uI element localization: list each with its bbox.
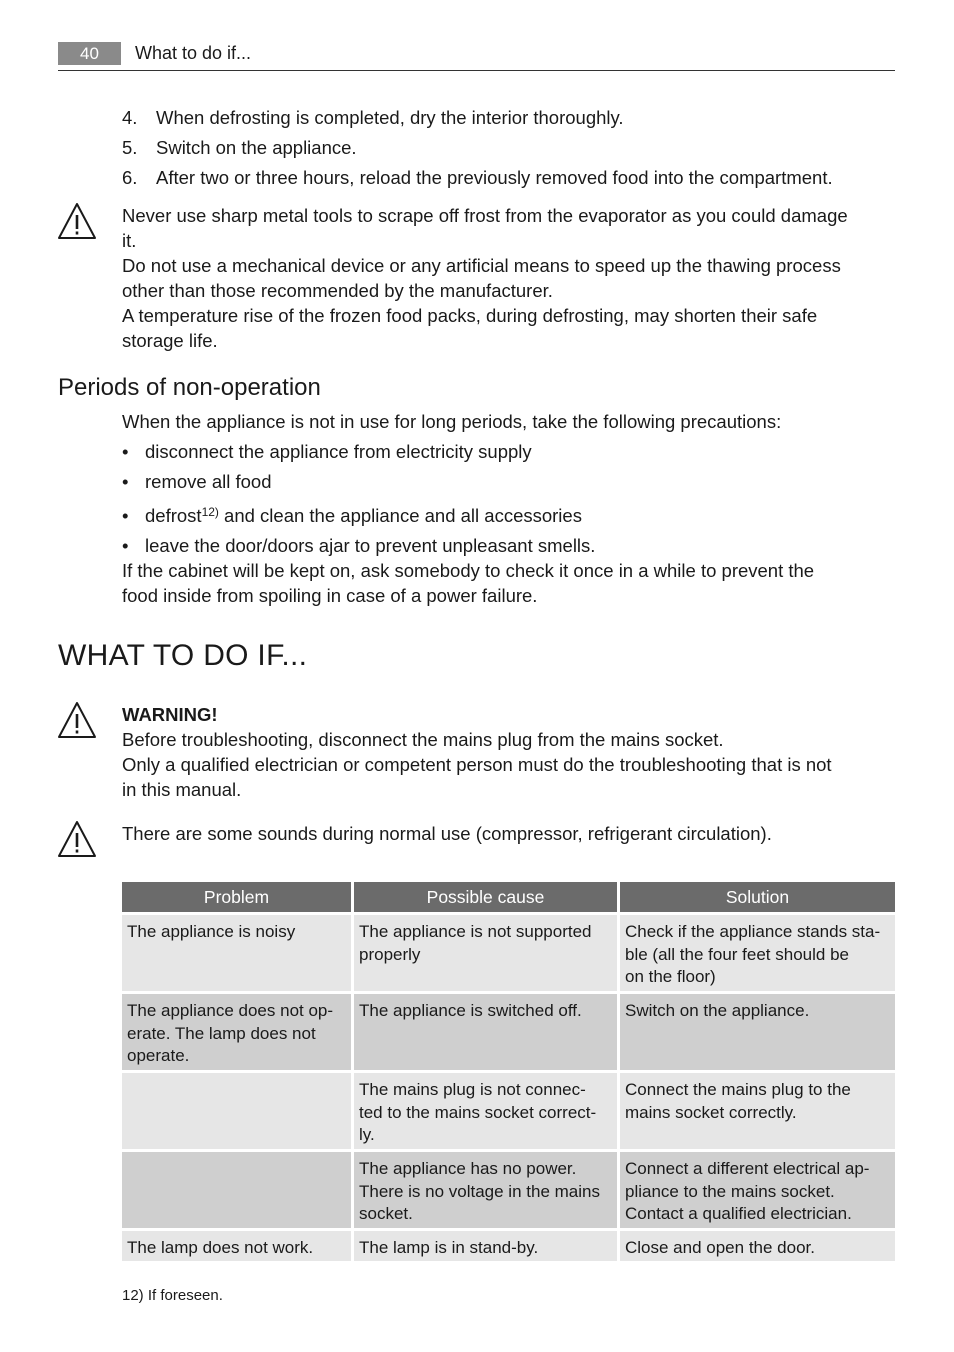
section-heading-periods: Periods of non-operation xyxy=(58,374,321,401)
list-item: • leave the door/doors ajar to prevent unpleasant smells. xyxy=(122,535,596,556)
cell-cause: The appliance is not supported properly xyxy=(354,915,617,991)
cell-solution: Connect a different electrical ap- pliance to the mains socket. Contact a qualified electrician. xyxy=(620,1152,895,1228)
table-row xyxy=(122,1152,895,1228)
column-header-cause: Possible cause xyxy=(354,882,617,912)
header-divider xyxy=(58,70,895,71)
list-item: • disconnect the appliance from electricity supply xyxy=(122,441,532,462)
cell-problem xyxy=(122,1152,351,1228)
table-row xyxy=(122,1231,895,1261)
cell-solution: Connect the mains plug to the mains socket correctly. xyxy=(620,1073,895,1149)
troubleshooting-table xyxy=(122,882,895,1261)
column-header-solution: Solution xyxy=(620,882,895,912)
warning-block: WARNING! Before troubleshooting, disconnect the mains plug from the mains socket. Only a qualified electrician or competent person must do the troubleshooting that is not in this manual. xyxy=(122,702,897,802)
table-row xyxy=(122,994,895,1070)
cell-solution: Switch on the appliance. xyxy=(620,994,895,1070)
table-header-row xyxy=(122,882,895,912)
running-header-title: What to do if... xyxy=(135,43,252,63)
step-5: 5. Switch on the appliance. xyxy=(122,137,357,158)
cell-problem xyxy=(122,1073,351,1149)
column-header-problem: Problem xyxy=(122,882,351,912)
caution-text: Never use sharp metal tools to scrape off frost from the evaporator as you could damage it. Do not use a mechanical device or any artificial means to speed up the thawing process other than those recommended by the manufacturer. A temperature rise of the frozen food packs, during defrosting, may shorten their safe storage life. xyxy=(122,205,848,351)
warning-triangle-icon xyxy=(57,202,97,240)
list-item: • defrost$^{12)}$ and clean the appliance and all accessories xyxy=(122,505,582,526)
chapter-heading: WHAT TO DO IF... xyxy=(58,639,308,672)
cell-solution: Close and open the door. xyxy=(620,1231,895,1261)
cell-cause: The appliance is switched off. xyxy=(354,994,617,1070)
footnote: 12) If foreseen. xyxy=(122,1287,223,1304)
cell-problem: The appliance does not op- erate. The lamp does not operate. xyxy=(122,994,351,1070)
footnote-reference: 12) xyxy=(201,505,219,519)
cell-problem: The lamp does not work. xyxy=(122,1231,351,1261)
periods-intro: When the appliance is not in use for long periods, take the following precautions: xyxy=(122,411,782,432)
table-row xyxy=(122,1073,895,1149)
sounds-note: There are some sounds during normal use (compressor, refrigerant circulation). xyxy=(122,823,772,844)
warning-triangle-icon xyxy=(57,701,97,739)
cell-solution: Check if the appliance stands sta- ble (all the four feet should be on the floor) xyxy=(620,915,895,991)
warning-triangle-icon xyxy=(57,820,97,858)
cell-cause: The lamp is in stand-by. xyxy=(354,1231,617,1261)
cell-cause: The appliance has no power. There is no voltage in the mains socket. xyxy=(354,1152,617,1228)
step-6: 6. After two or three hours, reload the previously removed food into the compartment. xyxy=(122,167,833,188)
warning-title: WARNING! xyxy=(122,704,218,725)
cell-cause: The mains plug is not connec- ted to the mains socket correct- ly. xyxy=(354,1073,617,1149)
list-item: • remove all food xyxy=(122,471,272,492)
periods-outro: If the cabinet will be kept on, ask somebody to check it once in a while to prevent the food inside from spoiling in case of a power failure. xyxy=(122,560,815,606)
table-row xyxy=(122,915,895,991)
page-number: 40 xyxy=(58,42,121,65)
cell-problem: The appliance is noisy xyxy=(122,915,351,991)
step-4: 4. When defrosting is completed, dry the interior thoroughly. xyxy=(122,107,624,128)
